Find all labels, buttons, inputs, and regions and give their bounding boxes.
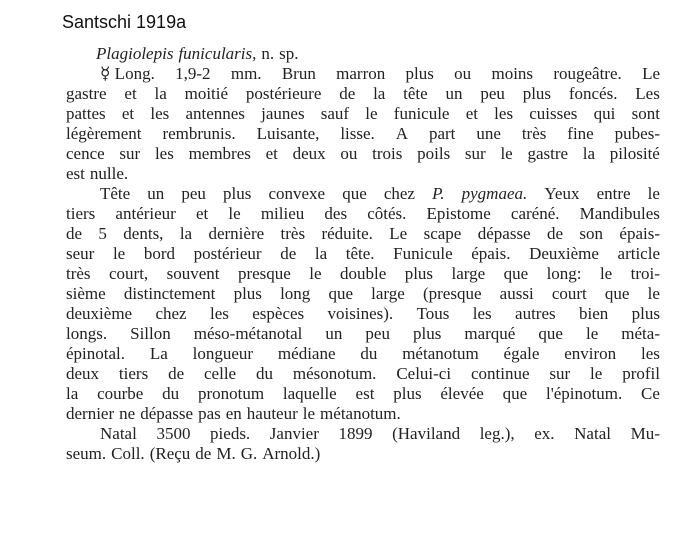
word: cuisses: [529, 104, 578, 123]
word: large: [371, 284, 405, 303]
word: double: [339, 264, 387, 283]
word: ne: [119, 404, 136, 423]
word: la: [179, 224, 193, 243]
word: Sillon: [130, 324, 171, 343]
word: et: [195, 204, 209, 223]
word: de: [339, 84, 356, 103]
text-line: [66, 404, 660, 424]
word: Tête: [100, 184, 131, 203]
word: sont: [631, 104, 660, 123]
word: la: [66, 384, 79, 403]
word: pilosité: [609, 144, 660, 163]
word: la: [154, 84, 167, 103]
word: seur: [66, 244, 95, 263]
word: plus: [393, 384, 422, 403]
word: le: [599, 264, 613, 283]
word: ☿ Long.: [100, 64, 155, 83]
word: le: [365, 104, 378, 123]
word: part: [428, 124, 456, 143]
word: nulle.: [89, 164, 129, 183]
word: longueur: [192, 344, 254, 363]
word: une: [476, 124, 501, 143]
word: un: [147, 184, 165, 203]
word: le: [585, 324, 599, 343]
word: pygmaea.: [461, 184, 528, 203]
word: court,: [108, 264, 149, 283]
word: plus: [404, 264, 434, 283]
word: moitié: [184, 84, 229, 103]
text-line: [66, 104, 660, 124]
word: le: [647, 284, 660, 303]
word: du: [360, 344, 378, 363]
word: tiers: [66, 204, 96, 223]
word: distinctement: [123, 284, 216, 303]
word: hauteur: [246, 404, 298, 423]
word: médiane: [277, 344, 336, 363]
word: trois: [372, 144, 403, 163]
word: M.: [216, 444, 236, 463]
word: pronotum: [197, 384, 265, 403]
word: marron: [336, 64, 386, 83]
word: leg.),: [479, 424, 515, 443]
word: de: [195, 444, 212, 463]
word: mésonotum.: [292, 364, 377, 383]
word: Tous: [416, 304, 450, 323]
word: long:: [546, 264, 582, 283]
word: les: [209, 304, 229, 323]
word: 1899: [338, 424, 373, 443]
word: sième: [66, 284, 106, 303]
word: membres: [188, 144, 251, 163]
word: pas: [198, 404, 221, 423]
word: sp.: [279, 44, 299, 63]
word: qui: [593, 104, 616, 123]
text-line: [66, 204, 660, 224]
word: est: [66, 164, 85, 183]
word: très: [66, 264, 91, 283]
word: gastre: [527, 144, 569, 163]
word: plus: [233, 284, 262, 303]
text-line: [66, 444, 660, 464]
word: Le: [642, 64, 660, 83]
text-line: [66, 364, 660, 384]
word: les: [472, 304, 492, 323]
word: Plagiolepis: [96, 44, 174, 63]
text-line: [66, 304, 660, 324]
text-line: [66, 344, 660, 364]
word: pubes-: [614, 124, 660, 143]
word: deux: [66, 364, 100, 383]
word: postérieure: [245, 84, 322, 103]
word: et: [265, 144, 278, 163]
word: bien: [579, 304, 609, 323]
word: dents,: [123, 224, 164, 243]
word: souvent: [166, 264, 220, 283]
word: que: [538, 324, 563, 343]
word: tiers: [118, 364, 149, 383]
text-line: [66, 284, 660, 304]
word: Coll.: [111, 444, 145, 463]
word: rembrunis.: [162, 124, 236, 143]
word: très: [280, 224, 306, 243]
word: foncés.: [568, 84, 618, 103]
word: métanotum.: [320, 404, 401, 423]
word: la: [314, 244, 328, 263]
word: autres: [515, 304, 556, 323]
word: Funicule: [393, 244, 453, 263]
word: épais-: [619, 224, 660, 243]
word: mm.: [230, 64, 262, 83]
word: un: [445, 84, 463, 103]
word: antérieur: [115, 204, 176, 223]
word: funicularis,: [178, 44, 257, 63]
word: plus: [413, 324, 442, 343]
word: que: [502, 384, 528, 403]
word: jaunes: [261, 104, 305, 123]
word: plus: [631, 304, 660, 323]
text-line: [66, 424, 660, 444]
word: marqué: [464, 324, 516, 343]
word: en: [225, 404, 242, 423]
word: est: [355, 384, 375, 403]
word: le: [228, 204, 241, 223]
word: sur: [464, 144, 486, 163]
word: 1,9-2: [175, 64, 211, 83]
word: scape: [423, 224, 462, 243]
word: La: [149, 344, 168, 363]
word: les: [154, 144, 174, 163]
word: réduite.: [321, 224, 373, 243]
word: élevée: [440, 384, 484, 403]
word: et: [124, 84, 137, 103]
word: légèrement: [66, 124, 142, 143]
text-line: [66, 44, 660, 64]
word: Janvier: [269, 424, 319, 443]
word: Ce: [641, 384, 660, 403]
word: antennes: [185, 104, 245, 123]
word: dernier: [66, 404, 115, 423]
word: chez: [155, 304, 187, 323]
word: sauf: [320, 104, 350, 123]
word: continue: [470, 364, 530, 383]
word: postérieur: [193, 244, 262, 263]
word: métanotum: [402, 344, 479, 363]
text-line: [66, 324, 660, 344]
word: court: [551, 284, 587, 303]
word: convexe: [268, 184, 326, 203]
word: Yeux: [544, 184, 580, 203]
word: Natal: [100, 424, 137, 443]
word: épais.: [471, 244, 511, 263]
word: Natal: [574, 424, 611, 443]
species-description: [66, 44, 660, 464]
word: du: [255, 364, 273, 383]
word: méta-: [621, 324, 660, 343]
word: pieds.: [210, 424, 251, 443]
word: que: [503, 264, 529, 283]
text-line: [66, 64, 660, 84]
word: caréné.: [510, 204, 560, 223]
word: n.: [261, 44, 275, 63]
word: Luisante,: [256, 124, 320, 143]
text-line: [66, 124, 660, 144]
text-line: [66, 384, 660, 404]
word: funicule: [393, 104, 450, 123]
word: Brun: [281, 64, 316, 83]
text-line: [66, 144, 660, 164]
word: la: [582, 144, 596, 163]
word: plus: [405, 64, 434, 83]
word: son: [579, 224, 604, 243]
word: plus: [223, 184, 252, 203]
word: environ: [564, 344, 617, 363]
word: rougeâtre.: [553, 64, 622, 83]
word: de: [280, 244, 297, 263]
text-line: [66, 224, 660, 244]
citation-label: Santschi 1919a: [62, 12, 187, 32]
word: cence: [66, 144, 105, 163]
word: Celui-ci: [396, 364, 452, 383]
word: le: [590, 364, 603, 383]
word: le: [500, 144, 513, 163]
word: Arnold.): [262, 444, 321, 463]
word: le: [302, 404, 316, 423]
word: deux: [292, 144, 326, 163]
word: aussi: [499, 284, 534, 303]
word: épinotal.: [66, 344, 126, 363]
text-line: [66, 164, 660, 184]
word: fine: [567, 124, 594, 143]
word: (Reçu: [149, 444, 191, 463]
word: troi-: [630, 264, 660, 283]
word: Deuxième: [529, 244, 599, 263]
word: milieu: [260, 204, 305, 223]
word: du: [162, 384, 180, 403]
word: courbe: [97, 384, 144, 403]
word: (Haviland: [392, 424, 461, 443]
word: le: [647, 184, 660, 203]
word: très: [521, 124, 547, 143]
word: (presque: [422, 284, 482, 303]
word: P.: [432, 184, 445, 203]
word: dépasse: [140, 404, 194, 423]
word: sur: [549, 364, 571, 383]
word: Les: [635, 84, 660, 103]
word: entre: [596, 184, 631, 203]
word: de: [168, 364, 185, 383]
word: poils: [417, 144, 451, 163]
word: côtés.: [367, 204, 407, 223]
word: ou: [340, 144, 358, 163]
word: ou: [454, 64, 472, 83]
text-line: [66, 264, 660, 284]
word: Mandibules: [579, 204, 660, 223]
word: plus: [522, 84, 552, 103]
word: que: [604, 284, 630, 303]
word: le: [309, 264, 322, 283]
word: deuxième: [66, 304, 133, 323]
word: bord: [143, 244, 175, 263]
word: Le: [389, 224, 408, 243]
word: 5: [98, 224, 107, 243]
word: égale: [503, 344, 540, 363]
word: les: [150, 104, 170, 123]
word: de: [546, 224, 564, 243]
word: lisse.: [340, 124, 375, 143]
word: voisines).: [327, 304, 394, 323]
word: les: [494, 104, 514, 123]
word: chez: [383, 184, 415, 203]
word: A: [395, 124, 409, 143]
word: des: [324, 204, 348, 223]
word: pattes: [66, 104, 106, 123]
text-line: [66, 184, 660, 204]
word: peu: [365, 324, 390, 343]
word: méso-métanotal: [193, 324, 303, 343]
word: que: [342, 184, 367, 203]
word: profil: [622, 364, 660, 383]
word: peu: [181, 184, 206, 203]
word: ex.: [534, 424, 555, 443]
word: seum.: [66, 444, 107, 463]
word: article: [617, 244, 660, 263]
word: dernière: [208, 224, 265, 243]
word: et: [465, 104, 478, 123]
word: le: [112, 244, 126, 263]
word: G.: [240, 444, 258, 463]
word: Mu-: [630, 424, 660, 443]
word: les: [641, 344, 660, 363]
word: 3500: [156, 424, 191, 443]
word: long: [280, 284, 311, 303]
word: gastre: [66, 84, 107, 103]
word: moins: [491, 64, 534, 83]
word: large: [451, 264, 486, 283]
word: espèces: [252, 304, 305, 323]
word: sur: [119, 144, 141, 163]
word: Epistome: [426, 204, 491, 223]
text-line: [66, 84, 660, 104]
word: dépasse: [477, 224, 531, 243]
word: l'épinotum.: [545, 384, 623, 403]
word: peu: [480, 84, 505, 103]
word: un: [325, 324, 343, 343]
word: tête.: [345, 244, 375, 263]
word: longs.: [66, 324, 108, 343]
word: presque: [237, 264, 291, 283]
word: laquelle: [282, 384, 337, 403]
word: que: [328, 284, 353, 303]
word: de: [66, 224, 83, 243]
word: celle: [204, 364, 237, 383]
word: tête: [403, 84, 428, 103]
word: la: [373, 84, 386, 103]
word: et: [121, 104, 135, 123]
text-line: [66, 244, 660, 264]
